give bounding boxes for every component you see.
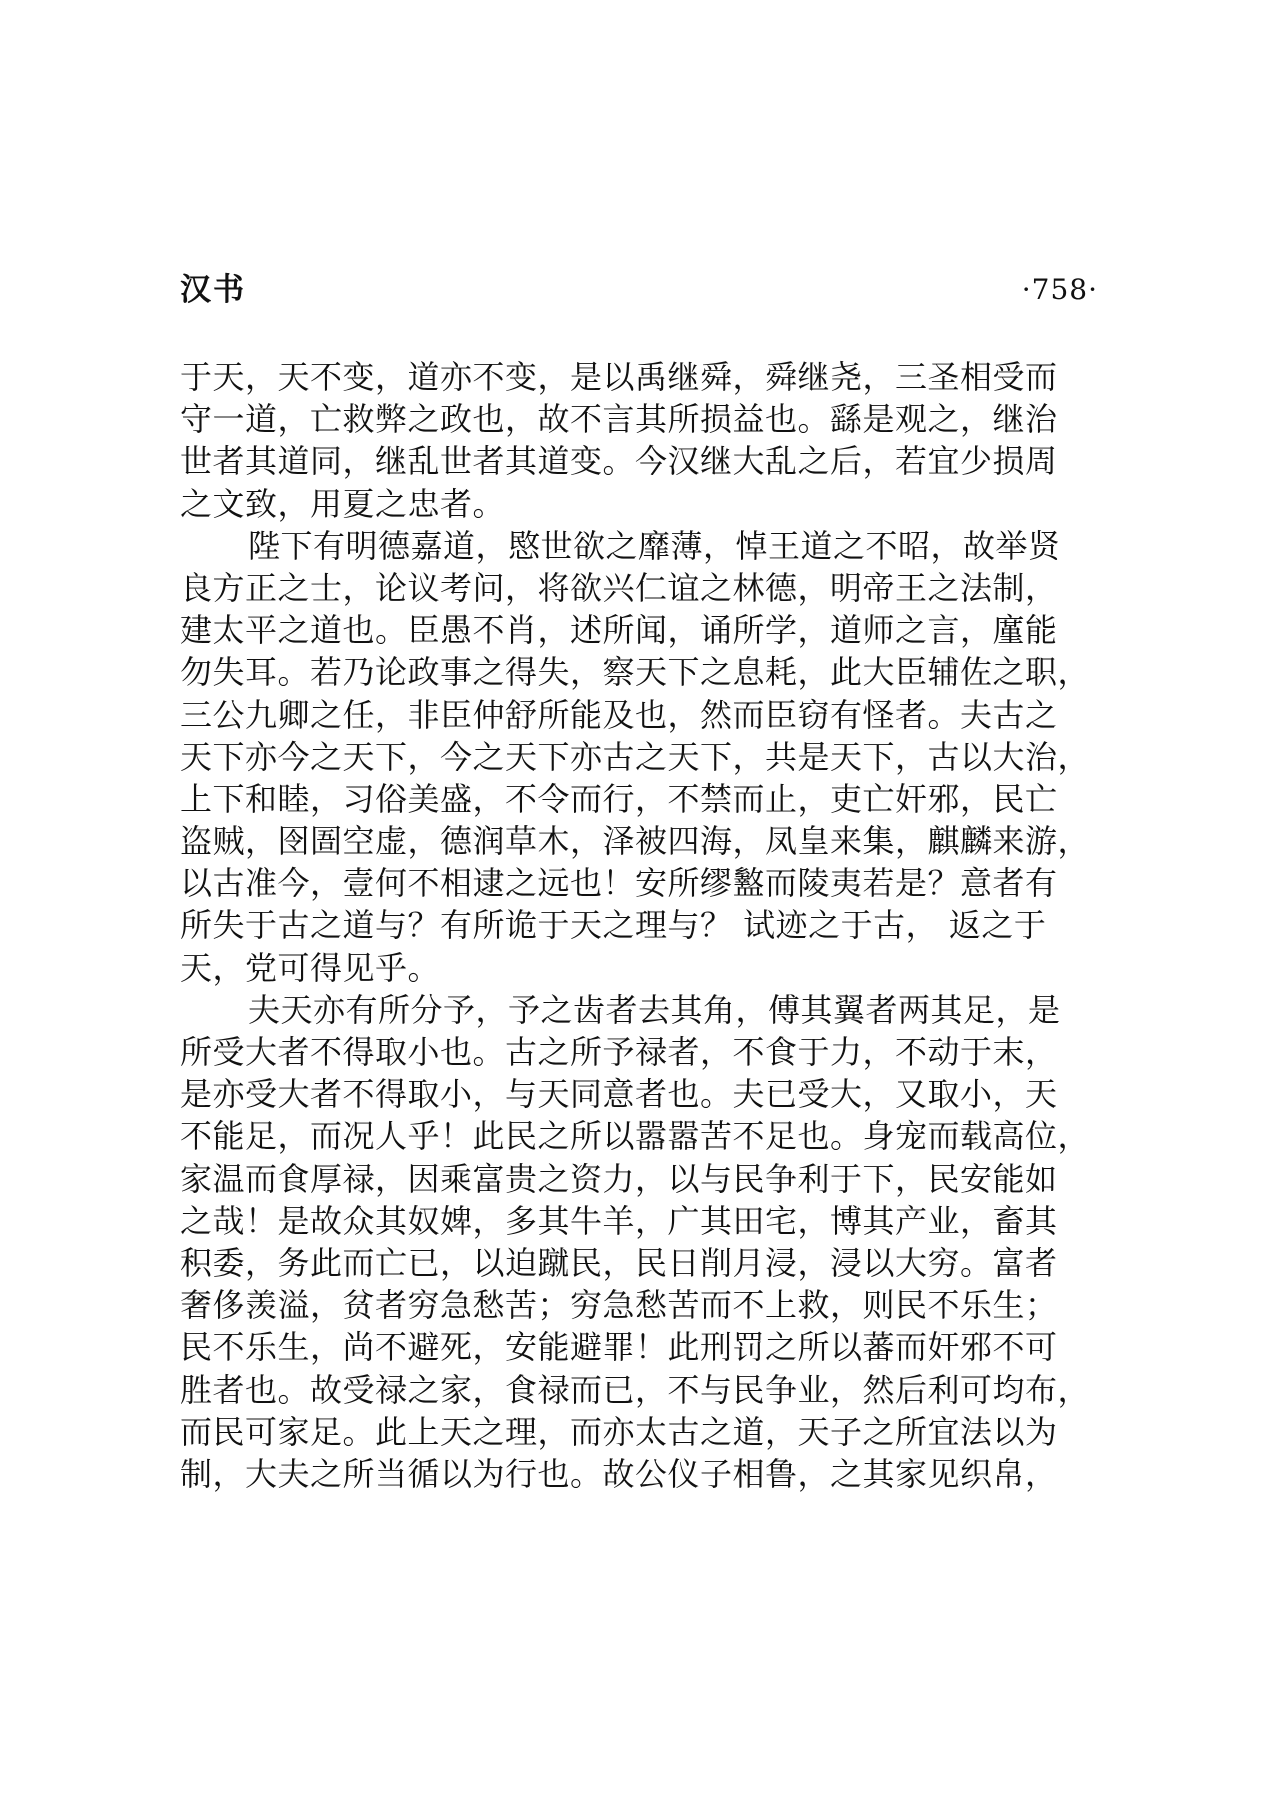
text-line: 夫天亦有所分予，予之齿者去其角，傅其翼者两其足，是 [248,990,1061,1029]
text-line: 三公九卿之任，非臣仲舒所能及也，然而臣窃有怪者。夫古之 [180,695,1058,734]
text-line: 守一道，亡救弊之政也，故不言其所损益也。繇是观之，继治 [180,400,1058,439]
text-line: 胜者也。故受禄之家，食禄而已，不与民争业，然后利可均布， [180,1370,1091,1409]
text-line: 上下和睦，习俗美盛，不令而行，不禁而止，吏亡奸邪，民亡 [180,779,1058,818]
text-line: 之哉！是故众其奴婢，多其牛羊，广其田宅，博其产业，畜其 [180,1201,1058,1240]
text-line: 天下亦今之天下，今之天下亦古之天下，共是天下，古以大治， [180,737,1091,776]
text-line: 陛下有明德嘉道，愍世欲之靡薄，悼王道之不昭，故举贤 [248,526,1061,565]
page-number: ·758· [1021,273,1098,306]
text-line: 所受大者不得取小也。古之所予禄者，不食于力，不动于末， [180,1033,1058,1071]
text-line: 天，党可得见乎。 [180,948,441,987]
body-text [180,356,1098,1495]
text-line: 不能足，而况人乎！此民之所以嚣嚣苦不足也。身宠而载高位， [180,1117,1091,1156]
text-line: 制，大夫之所当循以为行也。故公仪子相鲁，之其家见织帛， [180,1454,1058,1493]
text-line: 良方正之士，论议考问，将欲兴仁谊之林德，明帝王之法制， [180,568,1058,607]
text-line: 是亦受大者不得取小，与天同意者也。夫已受大，又取小，天 [180,1075,1058,1114]
text-line: 奢侈羡溢，贫者穷急愁苦；穷急愁苦而不上救，则民不乐生； [180,1286,1058,1325]
text-line: 建太平之道也。臣愚不肖，述所闻，诵所学，道师之言，廑能 [180,611,1058,650]
text-line: 而民可家足。此上天之理，而亦太古之道，天子之所宜法以为 [180,1412,1058,1451]
text-line: 盗贼，囹圄空虚，德润草木，泽被四海，凤皇来集，麒麟来游， [180,822,1091,861]
text-line: 所失于古之道与？有所诡于天之理与？ 试迹之于古， 返之于 [180,906,1047,945]
page-header [180,268,1098,312]
text-line: 于天，天不变，道亦不变，是以禹继舜，舜继尧，三圣相受而 [180,358,1058,396]
text-line: 家温而食厚禄，因乘富贵之资力，以与民争利于下，民安能如 [180,1159,1058,1198]
text-line: 以古准今，壹何不相逮之远也！安所缪盭而陵夷若是？意者有 [180,864,1058,903]
text-line: 勿失耳。若乃论政事之得失，察天下之息耗，此大臣辅佐之职， [180,653,1091,692]
text-line: 积委，务此而亡已，以迫蹴民，民日削月浸，浸以大穷。富者 [180,1243,1058,1282]
text-line: 民不乐生，尚不避死，安能避罪！此刑罚之所以蕃而奸邪不可 [180,1328,1058,1367]
text-line: 之文致，用夏之忠者。 [180,484,506,523]
book-title: 汉书 [180,272,246,308]
text-line: 世者其道同，继乱世者其道变。今汉继大乱之后，若宜少损周 [180,442,1058,481]
